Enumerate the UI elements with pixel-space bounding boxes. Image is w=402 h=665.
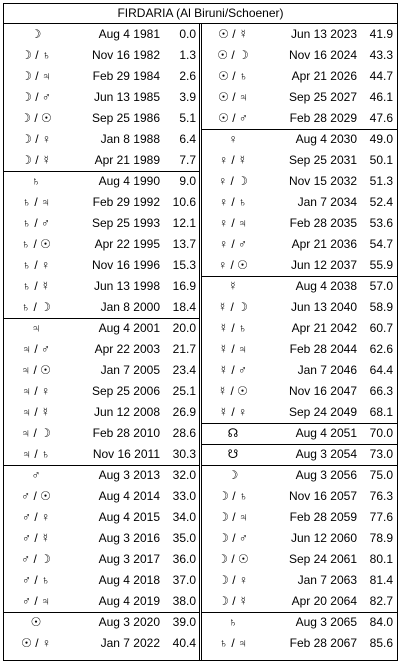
period-cell: ☽ / ♂ [218,531,248,545]
period-cell: ♂ / ♀ [21,510,50,524]
age-cell: 55.9 [369,258,393,272]
table-row [201,465,397,486]
date-cell: Aug 3 2016 [98,531,160,545]
date-cell: Feb 28 2067 [289,636,357,650]
age-cell: 44.7 [369,69,393,83]
date-cell: Feb 28 2029 [289,111,357,125]
table-row [201,108,397,129]
age-cell: 78.9 [369,531,393,545]
date-cell: Feb 28 2059 [289,510,357,524]
date-cell: Nov 16 2057 [288,489,357,503]
period-cell: ☽ [30,27,42,41]
table-row [4,612,200,633]
date-cell: Sep 25 2027 [288,90,357,104]
period-cell: ☿ / ♄ [218,321,247,335]
date-cell: Feb 28 2035 [289,216,357,230]
date-cell: Aug 4 2014 [98,489,160,503]
age-cell: 10.6 [172,195,196,209]
table-row [4,528,200,549]
age-cell: 75.0 [369,468,393,482]
age-cell: 85.6 [369,636,393,650]
age-cell: 68.1 [369,405,393,419]
table-row [4,297,200,318]
age-cell: 82.7 [369,594,393,608]
period-cell: ♃ / ☿ [21,405,50,419]
age-cell: 47.6 [369,111,393,125]
date-cell: Jan 7 2063 [297,573,357,587]
period-cell: ♄ / ♃ [21,195,50,209]
date-cell: Apr 21 1989 [94,153,160,167]
period-cell: ☿ / ♃ [218,342,247,356]
date-cell: Sep 24 2049 [288,405,357,419]
age-cell: 62.6 [369,342,393,356]
date-cell: Jan 7 2046 [297,363,357,377]
table-row [201,150,397,171]
period-cell: ☊ [227,426,239,440]
table-row [201,612,397,633]
period-cell: ♂ / ☉ [21,489,51,503]
period-cell: ♂ / ♄ [21,573,50,587]
age-cell: 0.0 [179,27,196,41]
period-cell: ☽ / ☉ [20,111,52,125]
age-cell: 46.1 [369,90,393,104]
period-cell: ♂ / ♃ [21,594,50,608]
period-cell: ♄ / ♀ [21,258,50,272]
age-cell: 3.9 [179,90,196,104]
table-row [201,486,397,507]
period-cell: ☽ / ♀ [218,573,248,587]
table-row [201,234,397,255]
panel-title: FIRDARIA (Al Biruni/Schoener) [4,4,397,24]
date-cell: Jan 7 2005 [100,363,160,377]
date-cell: Apr 21 2042 [291,321,357,335]
table-row [4,171,200,192]
table-row [4,108,200,129]
age-cell: 33.0 [172,489,196,503]
period-cell: ☽ / ☉ [217,552,249,566]
date-cell: Jun 12 2008 [93,405,160,419]
age-cell: 54.7 [369,237,393,251]
age-cell: 81.4 [369,573,393,587]
table-row [4,633,200,654]
table-row [4,150,200,171]
period-cell: ♀ / ☽ [218,174,248,188]
age-cell: 30.3 [172,447,196,461]
age-cell: 26.9 [172,405,196,419]
period-cell: ☿ / ☉ [218,384,248,398]
period-cell: ☉ / ♀ [21,636,51,650]
date-cell: Sep 25 1993 [91,216,160,230]
table-row [4,360,200,381]
period-cell: ☽ / ♂ [21,90,51,104]
table-row [201,276,397,297]
firdaria-table [4,24,397,660]
table-row [201,318,397,339]
date-cell: Jun 13 2023 [290,27,357,41]
date-cell: Feb 28 2010 [92,426,160,440]
age-cell: 2.6 [179,69,196,83]
age-cell: 41.9 [369,27,393,41]
age-cell: 84.0 [369,615,393,629]
period-cell: ♃ [31,321,41,335]
age-cell: 80.1 [369,552,393,566]
age-cell: 76.3 [369,489,393,503]
date-cell: Sep 24 2061 [288,552,357,566]
period-cell: ♀ [228,132,238,146]
date-cell: Apr 22 2003 [94,342,160,356]
table-row [4,66,200,87]
age-cell: 39.0 [172,615,196,629]
period-cell: ☽ / ☿ [218,594,248,608]
table-row [4,339,200,360]
period-cell: ☉ / ☽ [217,48,249,62]
table-row [201,381,397,402]
period-cell: ☽ / ☿ [21,153,51,167]
period-cell: ♃ / ♂ [21,342,50,356]
table-row [201,444,397,465]
table-row [201,591,397,612]
age-cell: 64.4 [369,363,393,377]
date-cell: Jun 13 1985 [93,90,160,104]
period-cell: ♀ / ♂ [218,237,247,251]
table-row [4,45,200,66]
table-row [201,570,397,591]
period-cell: ☉ / ☿ [218,27,248,41]
table-row [201,549,397,570]
age-cell: 50.1 [369,153,393,167]
period-cell: ☿ / ♀ [218,405,247,419]
table-row [201,129,397,150]
date-cell: Jun 13 1998 [93,279,160,293]
period-cell: ♀ / ☿ [218,153,247,167]
date-cell: Nov 16 2024 [288,48,357,62]
table-row [4,444,200,465]
date-cell: Aug 4 2030 [295,132,357,146]
date-cell: Jun 13 2040 [290,300,357,314]
table-row [4,486,200,507]
age-cell: 23.4 [172,363,196,377]
age-cell: 58.9 [369,300,393,314]
date-cell: Aug 3 2065 [295,615,357,629]
table-row [4,276,200,297]
period-cell: ☋ [227,447,239,461]
table-column-right [201,24,397,660]
period-cell: ☉ [30,615,42,629]
period-cell: ♀ / ☉ [218,258,248,272]
period-cell: ♂ / ☿ [21,531,50,545]
age-cell: 38.0 [172,594,196,608]
table-row [4,213,200,234]
age-cell: 36.0 [172,552,196,566]
table-row [201,45,397,66]
date-cell: Aug 4 1981 [98,27,160,41]
period-cell: ☉ / ♃ [218,90,248,104]
period-cell: ♂ / ☽ [21,552,51,566]
period-cell: ☽ / ♃ [218,510,248,524]
table-row [201,24,397,45]
period-cell: ☽ / ♄ [21,48,51,62]
age-cell: 21.7 [172,342,196,356]
age-cell: 70.0 [369,426,393,440]
table-row [201,87,397,108]
period-cell: ☽ [227,468,239,482]
age-cell: 6.4 [179,132,196,146]
date-cell: Jun 12 2060 [290,531,357,545]
table-row [201,192,397,213]
age-cell: 9.0 [179,174,196,188]
age-cell: 28.6 [172,426,196,440]
table-row [4,423,200,444]
period-cell: ♀ / ♃ [218,216,247,230]
age-cell: 13.7 [172,237,196,251]
age-cell: 5.1 [179,111,196,125]
age-cell: 1.3 [179,48,196,62]
table-row [4,570,200,591]
firdaria-panel [3,3,398,661]
date-cell: Apr 21 2036 [291,237,357,251]
age-cell: 16.9 [172,279,196,293]
age-cell: 12.1 [172,216,196,230]
date-cell: Sep 25 2006 [91,384,160,398]
table-row [4,234,200,255]
table-row [201,360,397,381]
age-cell: 25.1 [172,384,196,398]
date-cell: Aug 4 2015 [98,510,160,524]
date-cell: Nov 15 2032 [288,174,357,188]
table-row [4,402,200,423]
date-cell: Nov 16 1996 [91,258,160,272]
table-row [4,381,200,402]
age-cell: 40.4 [172,636,196,650]
period-cell: ♃ / ♄ [21,447,50,461]
period-cell: ☽ / ♄ [218,489,248,503]
age-cell: 66.3 [369,384,393,398]
date-cell: Aug 4 2038 [295,279,357,293]
date-cell: Aug 3 2056 [295,468,357,482]
date-cell: Aug 3 2013 [98,468,160,482]
age-cell: 77.6 [369,510,393,524]
date-cell: Aug 4 2019 [98,594,160,608]
date-cell: Nov 16 2011 [92,447,160,461]
period-cell: ♄ / ☿ [21,279,50,293]
age-cell: 53.6 [369,216,393,230]
age-cell: 15.3 [172,258,196,272]
age-cell: 51.3 [369,174,393,188]
table-row [201,255,397,276]
period-cell: ♄ / ♂ [21,216,50,230]
date-cell: Feb 28 2044 [289,342,357,356]
date-cell: Apr 22 1995 [94,237,160,251]
table-row [4,465,200,486]
period-cell: ♃ / ☽ [21,426,51,440]
table-row [4,318,200,339]
date-cell: Aug 4 2001 [98,321,160,335]
age-cell: 35.0 [172,531,196,545]
age-cell: 37.0 [172,573,196,587]
table-row [201,213,397,234]
period-cell: ♄ / ☉ [21,237,51,251]
period-cell: ☽ / ♀ [21,132,51,146]
age-cell: 18.4 [172,300,196,314]
date-cell: Apr 21 2026 [291,69,357,83]
period-cell: ☉ / ♄ [218,69,248,83]
age-cell: 34.0 [172,510,196,524]
period-cell: ♄ / ☽ [21,300,51,314]
period-cell: ♀ / ♄ [218,195,247,209]
table-row [4,192,200,213]
age-cell: 57.0 [369,279,393,293]
date-cell: Sep 25 2031 [288,153,357,167]
age-cell: 32.0 [172,468,196,482]
age-cell: 60.7 [369,321,393,335]
period-cell: ♄ [228,615,238,629]
table-row [201,66,397,87]
table-row [4,549,200,570]
date-cell: Feb 29 1992 [92,195,160,209]
date-cell: Nov 16 2047 [288,384,357,398]
period-cell: ☿ [228,279,238,293]
age-cell: 49.0 [369,132,393,146]
date-cell: Nov 16 1982 [91,48,160,62]
table-row [4,129,200,150]
table-row [4,591,200,612]
date-cell: Feb 29 1984 [92,69,160,83]
date-cell: Sep 25 1986 [91,111,160,125]
date-cell: Jan 7 2034 [297,195,357,209]
table-row [201,507,397,528]
table-row [4,507,200,528]
date-cell: Aug 3 2020 [98,615,160,629]
date-cell: Jan 8 1988 [100,132,160,146]
period-cell: ♃ / ♀ [21,384,50,398]
table-row [201,423,397,444]
age-cell: 52.4 [369,195,393,209]
date-cell: Jun 12 2037 [290,258,357,272]
table-row [4,255,200,276]
table-row [201,402,397,423]
table-row [201,171,397,192]
period-cell: ☽ / ♃ [21,69,51,83]
table-row [201,528,397,549]
age-cell: 7.7 [179,153,196,167]
table-row [201,339,397,360]
table-row [4,87,200,108]
age-cell: 43.3 [369,48,393,62]
table-column-left [4,24,200,660]
period-cell: ♂ [31,468,41,482]
date-cell: Aug 3 2054 [295,447,357,461]
date-cell: Aug 3 2017 [98,552,160,566]
table-row [201,297,397,318]
date-cell: Jan 8 2000 [100,300,160,314]
date-cell: Aug 4 1990 [98,174,160,188]
period-cell: ☿ / ☽ [218,300,248,314]
period-cell: ☿ / ♂ [218,363,247,377]
period-cell: ♄ [31,174,41,188]
date-cell: Jan 7 2022 [100,636,160,650]
age-cell: 20.0 [172,321,196,335]
age-cell: 73.0 [369,447,393,461]
date-cell: Aug 4 2051 [295,426,357,440]
date-cell: Apr 20 2064 [291,594,357,608]
table-row [4,24,200,45]
table-row [201,633,397,654]
period-cell: ☉ / ♂ [218,111,248,125]
period-cell: ♄ / ♃ [218,636,247,650]
date-cell: Aug 4 2018 [98,573,160,587]
period-cell: ♃ / ☉ [21,363,51,377]
